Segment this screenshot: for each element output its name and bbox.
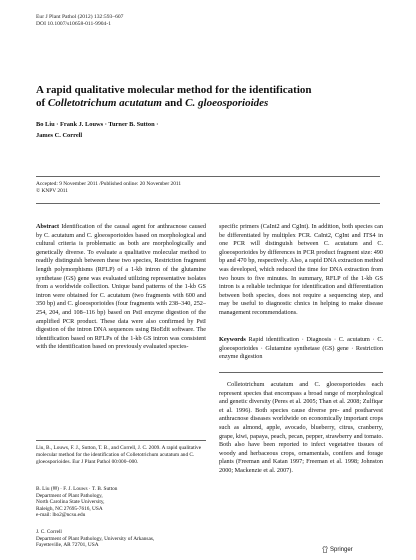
authors-line1: Bo Liu · Frank J. Louws · Turner B. Sutton · <box>36 121 159 128</box>
title-line1: A rapid qualitative molecular method for the identification <box>36 84 312 96</box>
doi: DOI 10.1007/s10658-011-9904-1 <box>36 21 111 27</box>
affil1-email: e-mail: lbo2@ncsu.edu <box>36 512 86 519</box>
affiliation-1 <box>36 486 206 519</box>
keywords-heading: Keywords <box>219 336 246 343</box>
citation-text: Liu, B., Louws, F. J., Sutton, T. B., and Correll, J. C. 2009. A rapid qualitative molecular method for the identification of Colletotrichum acutatum and C. gloeosporioides. Eur J Plant Pathol 00:000–000. <box>36 445 202 465</box>
title-and: and <box>161 97 186 109</box>
abstract-left-column <box>36 223 206 352</box>
journal-header <box>36 14 123 28</box>
affiliation-2 <box>36 529 206 549</box>
author-list <box>36 120 376 141</box>
abstract-text-right: specific primers (CaInt2 and CgInt). In addition, both species can be differentiated by multiplex PCR. CaInt2, CgInt and ITS4 in one PCR will distinguish between C. acutatum and C. gloeosporioides by differences in PCR product fragment size: 490 bp and 470 bp, respectively. Also, a rapid DNA extraction method was developed, which reduced the time for DNA extraction from two hours to five minutes. In summary, RFLP of the 1-kb GS intron is a reliable technique for identification and differentiation between both species, does not require a sequencing step, and may be useful to diagnostic chnics in helping to make disease management recommendations. <box>219 223 383 316</box>
copyright: © KNPV 2011 <box>36 188 68 195</box>
affil2-dept: Department of Plant Pathology, University of Arkansas, <box>36 535 155 542</box>
keywords-text: Rapid identification · Diagnosis · C. acutatum · C. gloeosporioides · Glutamine synthetase (GS) gene · Restriction enzyme digestion <box>219 336 383 361</box>
affil1-univ: North Carolina State University, <box>36 499 105 506</box>
affil1-dept: Department of Plant Pathology, <box>36 492 103 499</box>
title-species1: Colletotrichum acutatum <box>47 97 162 109</box>
journal-citation: Eur J Plant Pathol (2012) 132:593–607 <box>36 14 124 20</box>
affil1-city: Raleigh, NC 27695-7616, USA <box>36 505 103 512</box>
accepted-published: Accepted: 9 November 2011 /Published online: 20 November 2011 <box>36 181 182 187</box>
publisher-footer <box>322 546 353 553</box>
affil2-city: Fayetteville, AR 72701, USA <box>36 542 99 549</box>
top-divider <box>36 176 380 177</box>
footnote-divider <box>36 440 206 441</box>
abstract-text-left: Identification of the causal agent for anthracnose caused by C. acutatum and C. gloeosporioides based on morphological and cultural criteria is problematic as both are morphologically and genetically diverse. To evaluate a qualitative molecular method to readily distinguish between these two species, Restriction fragment length polymorphisms (RFLP) of a 1-kb intron of the glutamine synthetase (GS) gene was evaluated utilizing representative isolates from a worldwide collection. Unique band patterns of the 1-kb GS intron were obtained for C. acutatum (two fragments with 600 and 350 bp) and C. gloeosporioides (four fragments with 238–340, 252–254, 204, and 108–116 bp) based on PstI enzyme digestion of the amplified PCR product. These data were also confirmed by PstI digestion of the intron DNA sequences using BioEdit software. The identification based on RFLPs of the 1-kb GS intron was consistent with the identification based on previously evaluated species- <box>36 223 207 351</box>
title-line2 <box>36 97 386 110</box>
keywords-block <box>219 336 383 362</box>
introduction-paragraph <box>219 381 383 476</box>
affil2-author: J. C. Correll <box>36 529 62 535</box>
abstract-right-column <box>219 223 383 318</box>
authors-line2: James C. Correll <box>36 131 83 139</box>
dates-block <box>36 181 181 196</box>
publisher-name: Springer <box>330 546 353 553</box>
affil1-authors: B. Liu (✉) · F. J. Louws · T. B. Sutton <box>36 486 118 492</box>
intro-text: Colletotrichum acutatum and C. gloeosporioides each represent species that encompass a broad range of morphological and genetic diversity (Peres et al. 2005; Than et al. 2008; Zulfiqar et al. 1996). Both species cause diverse pre- and postharvest anthracnose diseases worldwide on economically important crops such as almond, apple, avocado, blueberry, citrus, cranberry, grape, kiwi, papaya, peach, pecan, pepper, strawberry and tomato. Both also have been reported to infect vegetative tissues of woody and herbaceous crops, ornamentals, conifers and forage plants (Freeman and Katan 1997; Freeman et al. 1998; Johnston 2000; Mackenzie et al. 2007). <box>219 381 383 474</box>
springer-horse-icon <box>322 546 328 553</box>
abstract-heading: Abstract <box>36 223 60 230</box>
title-prefix: of <box>36 97 48 109</box>
title-species2: C. gloeosporioides <box>185 97 269 109</box>
paper-title <box>36 84 386 110</box>
citation-note <box>36 445 206 466</box>
abstract-divider <box>36 203 380 204</box>
intro-divider <box>219 372 383 373</box>
